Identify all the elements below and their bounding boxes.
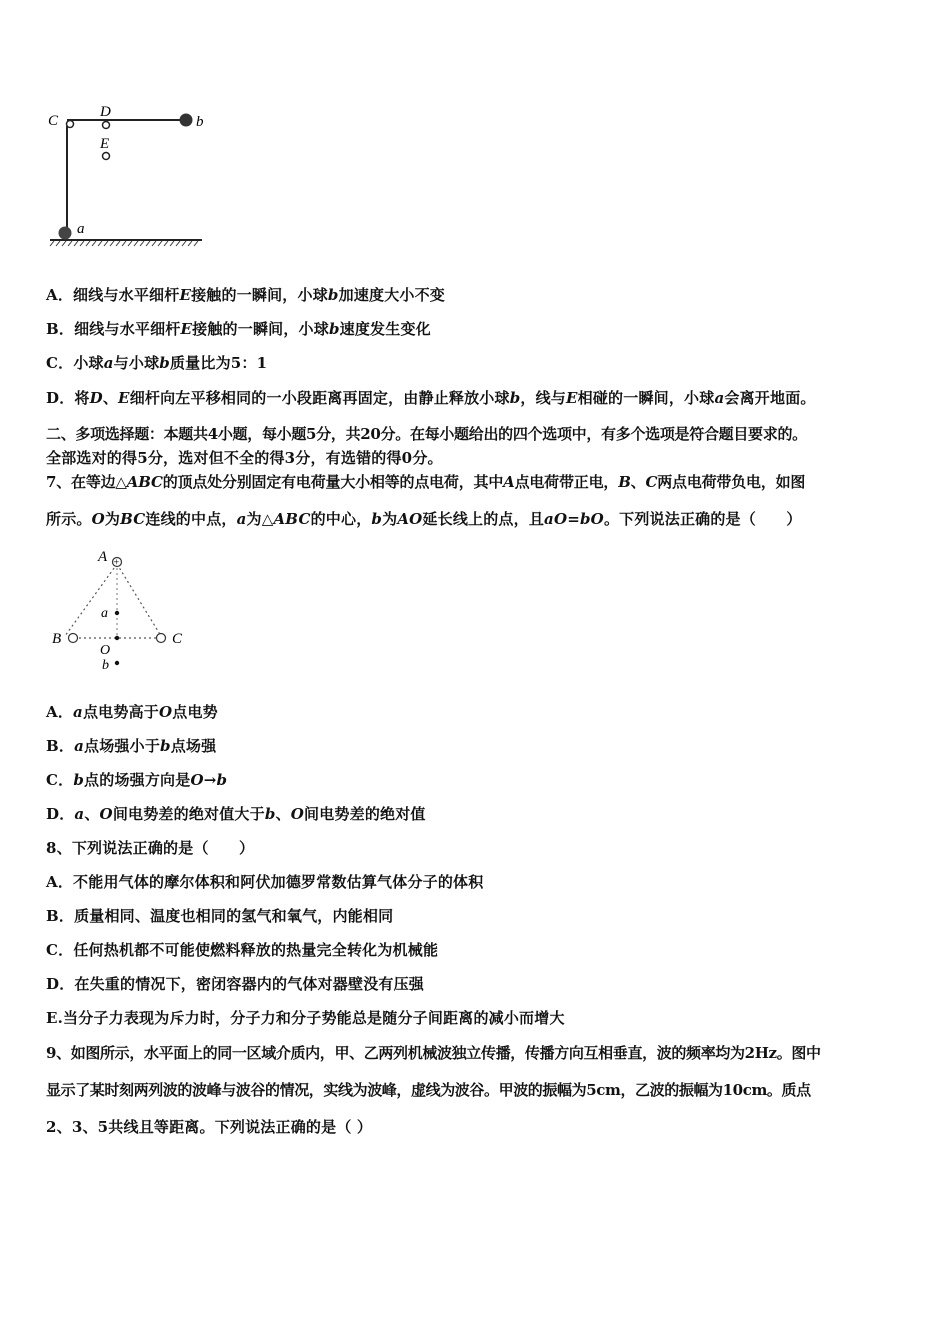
ball-a bbox=[59, 227, 72, 240]
q7-option-a: A．a点电势高于O点电势 bbox=[46, 703, 218, 721]
q8-option-d: D．在失重的情况下，密闭容器内的气体对器壁没有压强 bbox=[46, 975, 425, 993]
label-a: a bbox=[77, 221, 85, 237]
q9-stem-line3: 2、3、5共线且等距离。下列说法正确的是（ ） bbox=[46, 1118, 373, 1136]
charge-B bbox=[69, 634, 78, 643]
section2-line2: 全部选对的得5分，选对但不全的得3分，有选错的得0分。 bbox=[46, 449, 443, 467]
q7-option-d: D．a、O间电势差的绝对值大于b、O间电势差的绝对值 bbox=[46, 805, 426, 823]
point-O bbox=[115, 636, 119, 640]
peg-D bbox=[103, 122, 110, 129]
q8-option-e: E.当分子力表现为斥力时，分子力和分子势能总是随分子间距离的减小而增大 bbox=[46, 1009, 565, 1027]
edge-ab bbox=[65, 564, 117, 636]
label-O: O bbox=[100, 643, 111, 658]
edge-ac bbox=[117, 564, 161, 636]
q8-option-b: B．质量相同、温度也相同的氢气和氧气，内能相同 bbox=[46, 907, 394, 925]
figure-rod-pegs bbox=[40, 100, 215, 250]
peg-C bbox=[67, 121, 74, 128]
label-b: b bbox=[196, 114, 204, 130]
label-B: B bbox=[52, 631, 62, 647]
q8-option-c: C．任何热机都不可能使燃料释放的热量完全转化为机械能 bbox=[46, 941, 439, 959]
q7-option-c: C．b点的场强方向是O→b bbox=[46, 771, 228, 789]
label-C: C bbox=[48, 113, 59, 129]
q9-stem-line1: 9、如图所示，水平面上的同一区域介质内，甲、乙两列机械波独立传播，传播方向互相垂直，波的频率均为2Hz。图中 bbox=[46, 1044, 821, 1062]
figure-triangle-charges bbox=[48, 542, 198, 677]
peg-E bbox=[103, 153, 110, 160]
q7-stem-line1: 7、在等边△ABC的顶点处分别固定有电荷量大小相等的点电荷，其中A点电荷带正电，B、C两点电荷带负电，如图 bbox=[46, 473, 806, 491]
charge-C bbox=[157, 634, 166, 643]
point-a bbox=[115, 611, 119, 615]
ball-b bbox=[180, 114, 193, 127]
section2-line1: 二、多项选择题：本题共4小题，每小题5分，共20分。在每小题给出的四个选项中，有多个选项是符合题目要求的。 bbox=[46, 425, 807, 443]
label-D: D bbox=[100, 104, 111, 120]
charge-A-sign: + bbox=[113, 557, 120, 569]
label-C: C bbox=[172, 631, 183, 647]
q9-stem-line2: 显示了某时刻两列波的波峰与波谷的情况，实线为波峰，虚线为波谷。甲波的振幅为5cm，乙波的振幅为10cm。质点 bbox=[46, 1081, 811, 1099]
q8-stem: 8、下列说法正确的是（ ） bbox=[46, 839, 255, 857]
q7-option-b: B．a点场强小于b点场强 bbox=[46, 737, 217, 755]
q7-stem-line2: 所示。O为BC连线的中点，a为△ABC的中心，b为AO延长线上的点，且aO=bO。下列说法正确的是（ ） bbox=[46, 510, 802, 528]
label-E: E bbox=[100, 136, 110, 152]
ground-hatch bbox=[50, 241, 198, 246]
q6-option-c: C．小球a与小球b质量比为5：1 bbox=[46, 354, 268, 372]
label-b: b bbox=[102, 658, 109, 673]
q6-option-d: D．将D、E细杆向左平移相同的一小段距离再固定，由静止释放小球b，线与E相碰的一瞬间，小球a会离开地面。 bbox=[46, 389, 816, 407]
q8-option-a: A．不能用气体的摩尔体积和阿伏加德罗常数估算气体分子的体积 bbox=[46, 873, 484, 891]
point-b bbox=[115, 661, 119, 665]
q6-option-a: A．细线与水平细杆E接触的一瞬间，小球b加速度大小不变 bbox=[46, 286, 446, 304]
label-A: A bbox=[98, 549, 108, 565]
label-a: a bbox=[101, 606, 108, 621]
q6-option-b: B．细线与水平细杆E接触的一瞬间，小球b速度发生变化 bbox=[46, 320, 431, 338]
